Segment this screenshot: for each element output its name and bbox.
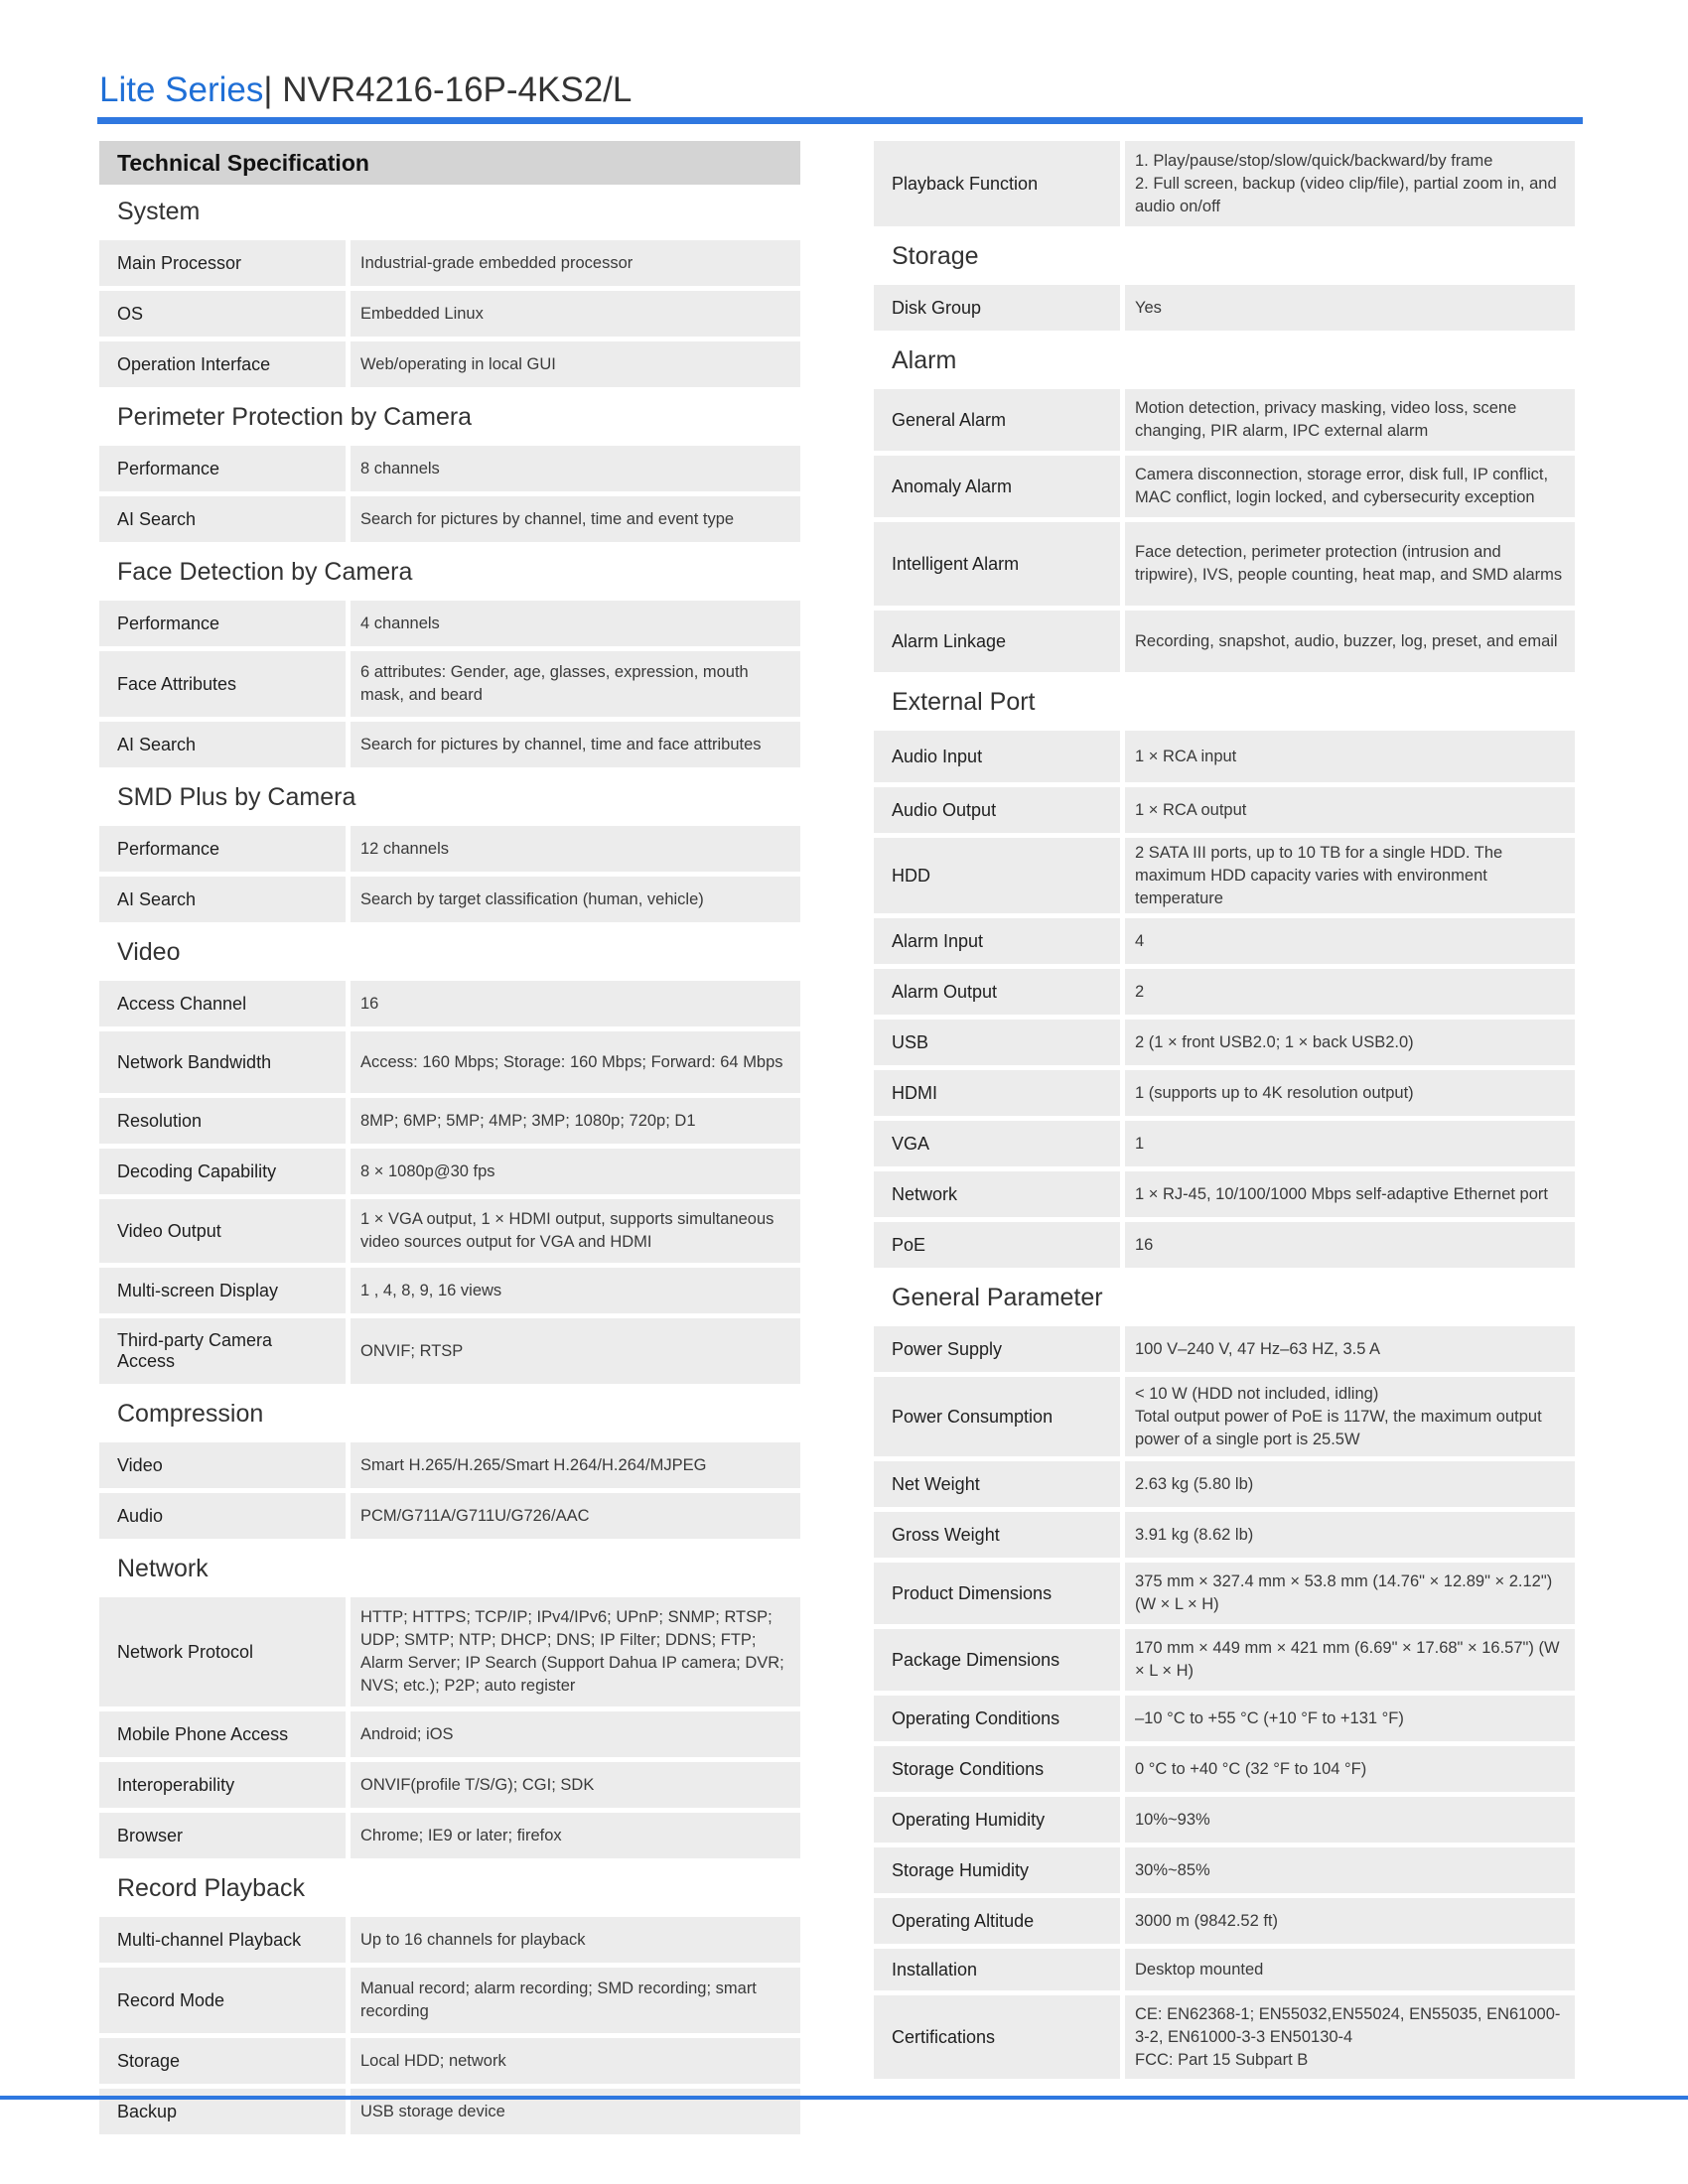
- spec-row-intelligent-alarm: [874, 522, 1575, 606]
- spec-value-text: 16: [360, 994, 379, 1013]
- spec-row-main-processor: [99, 240, 800, 286]
- spec-value: [1125, 1949, 1575, 1990]
- spec-value-text: 8 channels: [360, 459, 440, 478]
- spec-row-gross-weight: [874, 1512, 1575, 1558]
- spec-row-operating-conditions: [874, 1696, 1575, 1741]
- spec-row-multi-channel-playback: [99, 1917, 800, 1963]
- spec-key: Alarm Output: [874, 969, 1120, 1015]
- spec-value-text: 1 × VGA output, 1 × HDMI output, supports simultaneous video sources output for VGA and HDMI: [360, 1210, 774, 1251]
- spec-value: [351, 2038, 800, 2084]
- spec-value: [351, 1493, 800, 1539]
- spec-value-text: 8 × 1080p@30 fps: [360, 1161, 495, 1180]
- spec-row-third-party-camera-access: [99, 1318, 800, 1384]
- spec-value: [351, 877, 800, 922]
- spec-value: [1125, 1171, 1575, 1217]
- spec-value-text: ONVIF; RTSP: [360, 1341, 464, 1360]
- spec-value-text: 4 channels: [360, 614, 440, 632]
- spec-row-audio: [99, 1493, 800, 1539]
- section-title-video: Video: [117, 938, 181, 966]
- spec-row-disk-group: [874, 285, 1575, 331]
- spec-value-text: 1 , 4, 8, 9, 16 views: [360, 1281, 502, 1299]
- section-title-alarm: Alarm: [892, 346, 957, 374]
- spec-value-text: 0 °C to +40 °C (32 °F to 104 °F): [1135, 1759, 1367, 1778]
- spec-key: AI Search: [99, 877, 346, 922]
- spec-value-text: 6 attributes: Gender, age, glasses, expression, mouth mask, and beard: [360, 663, 749, 704]
- spec-value: [1125, 1326, 1575, 1372]
- spec-value: [1125, 141, 1575, 226]
- spec-key: Performance: [99, 826, 346, 872]
- spec-row-alarm-output: [874, 969, 1575, 1015]
- header-separator: |: [263, 70, 273, 109]
- spec-key: Face Attributes: [99, 651, 346, 717]
- spec-key: AI Search: [99, 496, 346, 542]
- spec-value-text: 2: [1135, 982, 1145, 1001]
- spec-value-text: 1 × RJ-45, 10/100/1000 Mbps self-adaptive Ethernet port: [1135, 1184, 1548, 1203]
- spec-key: USB: [874, 1020, 1120, 1065]
- spec-row-general-alarm: [874, 389, 1575, 451]
- spec-key: Net Weight: [874, 1461, 1120, 1507]
- spec-row-audio-output: [874, 787, 1575, 833]
- spec-row-ai-search: [99, 496, 800, 542]
- spec-value-text: Access: 160 Mbps; Storage: 160 Mbps; Forward: 64 Mbps: [360, 1052, 783, 1071]
- spec-value: [1125, 731, 1575, 782]
- spec-value: [1125, 1629, 1575, 1691]
- spec-value: [351, 496, 800, 542]
- spec-row-performance: [99, 826, 800, 872]
- spec-key: Performance: [99, 601, 346, 646]
- spec-value-text: 12 channels: [360, 839, 449, 858]
- spec-key: Alarm Linkage: [874, 611, 1120, 672]
- spec-value-text: Web/operating in local GUI: [360, 354, 556, 373]
- spec-value-text: Yes: [1135, 298, 1162, 317]
- section-title-external-port: External Port: [892, 688, 1036, 716]
- spec-value-text: Local HDD; network: [360, 2051, 506, 2070]
- spec-value: [351, 1711, 800, 1757]
- spec-row-usb: [874, 1020, 1575, 1065]
- spec-value: [1125, 389, 1575, 451]
- spec-key: General Alarm: [874, 389, 1120, 451]
- section-title-system: System: [117, 198, 201, 225]
- spec-value: [1125, 1797, 1575, 1843]
- spec-row-operating-humidity: [874, 1797, 1575, 1843]
- spec-value-text: Up to 16 channels for playback: [360, 1930, 586, 1949]
- spec-key: Video Output: [99, 1199, 346, 1263]
- footer-rule: [0, 2096, 1688, 2100]
- spec-value-text: Embedded Linux: [360, 304, 484, 323]
- section-title-smd-plus-by-camera: SMD Plus by Camera: [117, 783, 356, 811]
- spec-value: [1125, 1377, 1575, 1456]
- spec-row-poe: [874, 1222, 1575, 1268]
- spec-key: Audio Input: [874, 731, 1120, 782]
- spec-key: Network Bandwidth: [99, 1031, 346, 1093]
- spec-key: Performance: [99, 446, 346, 491]
- spec-key: Network Protocol: [99, 1597, 346, 1706]
- spec-value-text: Search for pictures by channel, time and event type: [360, 509, 735, 528]
- spec-value-text: 3.91 kg (8.62 lb): [1135, 1525, 1254, 1544]
- spec-key: Playback Function: [874, 141, 1120, 226]
- spec-value-text: 2 SATA III ports, up to 10 TB for a single HDD. The maximum HDD capacity varies with environment temperature: [1135, 843, 1503, 907]
- spec-key: Operating Conditions: [874, 1696, 1120, 1741]
- spec-value-text: 375 mm × 327.4 mm × 53.8 mm (14.76" × 12.89" × 2.12") (W × L × H): [1135, 1572, 1553, 1613]
- spec-row-operating-altitude: [874, 1898, 1575, 1944]
- spec-value: [1125, 1461, 1575, 1507]
- spec-value-text: Search by target classification (human, vehicle): [360, 889, 704, 908]
- spec-row-audio-input: [874, 731, 1575, 782]
- spec-value: [1125, 1995, 1575, 2079]
- spec-key: PoE: [874, 1222, 1120, 1268]
- spec-row-access-channel: [99, 981, 800, 1026]
- spec-value-text: Search for pictures by channel, time and face attributes: [360, 735, 762, 753]
- spec-value-text: 1 (supports up to 4K resolution output): [1135, 1083, 1414, 1102]
- spec-value: [351, 1199, 800, 1263]
- spec-value: [1125, 1847, 1575, 1893]
- spec-row-installation: [874, 1949, 1575, 1990]
- spec-value: [351, 1268, 800, 1313]
- spec-key: Third-party Camera Access: [99, 1318, 346, 1384]
- spec-row-os: [99, 291, 800, 337]
- spec-value: [1125, 611, 1575, 672]
- spec-value: [1125, 285, 1575, 331]
- spec-value-text: 1 × RCA input: [1135, 747, 1237, 765]
- spec-key: Browser: [99, 1813, 346, 1858]
- spec-row-product-dimensions: [874, 1563, 1575, 1624]
- spec-value: [351, 1031, 800, 1093]
- spec-key: OS: [99, 291, 346, 337]
- header-rule: [97, 117, 1583, 124]
- spec-value-text: 2 (1 × front USB2.0; 1 × back USB2.0): [1135, 1032, 1414, 1051]
- spec-value: [351, 240, 800, 286]
- spec-row-mobile-phone-access: [99, 1711, 800, 1757]
- spec-row-decoding-capability: [99, 1149, 800, 1194]
- spec-value-text: Recording, snapshot, audio, buzzer, log, preset, and email: [1135, 631, 1558, 650]
- spec-value-text: 3000 m (9842.52 ft): [1135, 1911, 1279, 1930]
- spec-key: Product Dimensions: [874, 1563, 1120, 1624]
- spec-value: [351, 1149, 800, 1194]
- spec-key: HDMI: [874, 1070, 1120, 1116]
- spec-key: Network: [874, 1171, 1120, 1217]
- spec-value: [351, 1442, 800, 1488]
- spec-value-text: 16: [1135, 1235, 1154, 1254]
- spec-key: Certifications: [874, 1995, 1120, 2079]
- spec-value-text: 1. Play/pause/stop/slow/quick/backward/by frame 2. Full screen, backup (video clip/file), partial zoom in, and audio on/off: [1135, 151, 1557, 215]
- spec-value: [1125, 456, 1575, 517]
- spec-row-performance: [99, 446, 800, 491]
- model-name: NVR4216-16P-4KS2/L: [282, 70, 633, 109]
- spec-row-interoperability: [99, 1762, 800, 1808]
- spec-value-text: USB storage device: [360, 2102, 505, 2120]
- spec-key: HDD: [874, 838, 1120, 913]
- spec-value-text: Manual record; alarm recording; SMD recording; smart recording: [360, 1979, 757, 2020]
- spec-key: Video: [99, 1442, 346, 1488]
- spec-value-text: CE: EN62368-1; EN55032,EN55024, EN55035, EN61000-3-2, EN61000-3-3 EN50130-4 FCC: Part 15 Subpart B: [1135, 2004, 1561, 2069]
- spec-key: Gross Weight: [874, 1512, 1120, 1558]
- spec-value: [1125, 1512, 1575, 1558]
- spec-key: Interoperability: [99, 1762, 346, 1808]
- spec-row-multi-screen-display: [99, 1268, 800, 1313]
- spec-key: Resolution: [99, 1098, 346, 1144]
- spec-key: Audio Output: [874, 787, 1120, 833]
- spec-value: [1125, 1746, 1575, 1792]
- spec-row-hdd: [874, 838, 1575, 913]
- spec-row-record-mode: [99, 1968, 800, 2033]
- spec-key: Multi-channel Playback: [99, 1917, 346, 1963]
- spec-row-power-consumption: [874, 1377, 1575, 1456]
- spec-value-text: 1 × RCA output: [1135, 800, 1247, 819]
- spec-value-text: Android; iOS: [360, 1724, 454, 1743]
- spec-row-alarm-input: [874, 918, 1575, 964]
- spec-key: Intelligent Alarm: [874, 522, 1120, 606]
- spec-key: Decoding Capability: [99, 1149, 346, 1194]
- spec-key: Multi-screen Display: [99, 1268, 346, 1313]
- spec-row-operation-interface: [99, 341, 800, 387]
- series-name: Lite Series: [99, 70, 264, 109]
- spec-row-playback-function: [874, 141, 1575, 226]
- spec-value: [1125, 918, 1575, 964]
- spec-value-text: Face detection, perimeter protection (intrusion and tripwire), IVS, people counting, heat map, and SMD alarms: [1135, 543, 1563, 584]
- spec-value-text: HTTP; HTTPS; TCP/IP; IPv4/IPv6; UPnP; SNMP; RTSP; UDP; SMTP; NTP; DHCP; DNS; IP Filter; DDNS; FTP; Alarm Server; IP Search (Support Dahua IP camera; DVR; NVS; etc.); P2P; auto register: [360, 1608, 784, 1695]
- spec-key: Disk Group: [874, 285, 1120, 331]
- spec-value-text: < 10 W (HDD not included, idling) Total output power of PoE is 117W, the maximum output power of a single port is 25.5W: [1135, 1384, 1542, 1448]
- spec-value: [351, 1597, 800, 1706]
- spec-row-resolution: [99, 1098, 800, 1144]
- spec-value-text: PCM/G711A/G711U/G726/AAC: [360, 1506, 590, 1525]
- spec-row-storage: [99, 2038, 800, 2084]
- spec-key: Power Supply: [874, 1326, 1120, 1372]
- spec-value-text: ONVIF(profile T/S/G); CGI; SDK: [360, 1775, 595, 1794]
- section-title-general-parameter: General Parameter: [892, 1284, 1103, 1311]
- left-spec-column: [99, 141, 800, 2139]
- spec-value: [351, 1813, 800, 1858]
- spec-value: [1125, 969, 1575, 1015]
- spec-value-text: 2.63 kg (5.80 lb): [1135, 1474, 1254, 1493]
- spec-row-alarm-linkage: [874, 611, 1575, 672]
- spec-value: [1125, 1563, 1575, 1624]
- right-spec-column: [874, 141, 1575, 2084]
- spec-key: Mobile Phone Access: [99, 1711, 346, 1757]
- spec-row-storage-humidity: [874, 1847, 1575, 1893]
- spec-value-text: 100 V–240 V, 47 Hz–63 HZ, 3.5 A: [1135, 1339, 1381, 1358]
- spec-key: VGA: [874, 1121, 1120, 1166]
- spec-value-text: 10%~93%: [1135, 1810, 1210, 1829]
- spec-value-text: Chrome; IE9 or later; firefox: [360, 1826, 562, 1844]
- spec-key: Operation Interface: [99, 341, 346, 387]
- spec-row-performance: [99, 601, 800, 646]
- section-title-storage: Storage: [892, 242, 979, 270]
- spec-row-browser: [99, 1813, 800, 1858]
- spec-value: [351, 826, 800, 872]
- spec-key: Alarm Input: [874, 918, 1120, 964]
- spec-row-anomaly-alarm: [874, 456, 1575, 517]
- spec-row-network: [874, 1171, 1575, 1217]
- spec-value: [1125, 1696, 1575, 1741]
- spec-key: Operating Humidity: [874, 1797, 1120, 1843]
- page-header: [99, 66, 632, 115]
- spec-value-text: Smart H.265/H.265/Smart H.264/H.264/MJPEG: [360, 1455, 707, 1474]
- spec-value: [351, 291, 800, 337]
- spec-value: [351, 1098, 800, 1144]
- spec-value-text: –10 °C to +55 °C (+10 °F to +131 °F): [1135, 1708, 1404, 1727]
- spec-value: [1125, 838, 1575, 913]
- spec-key: Backup: [99, 2089, 346, 2134]
- spec-value: [351, 601, 800, 646]
- spec-row-net-weight: [874, 1461, 1575, 1507]
- spec-value: [351, 1968, 800, 2033]
- spec-row-network-bandwidth: [99, 1031, 800, 1093]
- spec-value: [1125, 1070, 1575, 1116]
- spec-key: Anomaly Alarm: [874, 456, 1120, 517]
- spec-row-ai-search: [99, 877, 800, 922]
- spec-row-certifications: [874, 1995, 1575, 2079]
- spec-value: [1125, 1121, 1575, 1166]
- spec-row-hdmi: [874, 1070, 1575, 1116]
- spec-key: Storage Conditions: [874, 1746, 1120, 1792]
- spec-row-network-protocol: [99, 1597, 800, 1706]
- spec-value: [1125, 1020, 1575, 1065]
- spec-value-text: Motion detection, privacy masking, video loss, scene changing, PIR alarm, IPC external alarm: [1135, 399, 1517, 440]
- spec-value: [351, 446, 800, 491]
- spec-key: Operating Altitude: [874, 1898, 1120, 1944]
- spec-row-power-supply: [874, 1326, 1575, 1372]
- spec-key: Audio: [99, 1493, 346, 1539]
- spec-value: [351, 981, 800, 1026]
- spec-row-vga: [874, 1121, 1575, 1166]
- spec-key: Storage Humidity: [874, 1847, 1120, 1893]
- section-title-compression: Compression: [117, 1400, 264, 1428]
- spec-key: Access Channel: [99, 981, 346, 1026]
- spec-key: Installation: [874, 1949, 1120, 1990]
- spec-row-face-attributes: [99, 651, 800, 717]
- spec-row-video-output: [99, 1199, 800, 1263]
- spec-value-text: 1: [1135, 1134, 1145, 1153]
- spec-value-text: 170 mm × 449 mm × 421 mm (6.69" × 17.68" × 16.57") (W × L × H): [1135, 1639, 1560, 1680]
- spec-value: [351, 1762, 800, 1808]
- spec-value-text: Industrial-grade embedded processor: [360, 253, 633, 272]
- spec-value-text: Camera disconnection, storage error, disk full, IP conflict, MAC conflict, login locked, and cybersecurity exception: [1135, 466, 1549, 506]
- spec-value-text: 8MP; 6MP; 5MP; 4MP; 3MP; 1080p; 720p; D1: [360, 1111, 696, 1130]
- spec-key: AI Search: [99, 722, 346, 767]
- spec-key: Main Processor: [99, 240, 346, 286]
- spec-value: [1125, 1898, 1575, 1944]
- spec-key: Power Consumption: [874, 1377, 1120, 1456]
- spec-row-package-dimensions: [874, 1629, 1575, 1691]
- spec-value-text: Desktop mounted: [1135, 1960, 1264, 1979]
- spec-key: Package Dimensions: [874, 1629, 1120, 1691]
- spec-row-storage-conditions: [874, 1746, 1575, 1792]
- spec-value-text: 4: [1135, 931, 1145, 950]
- spec-value: [351, 651, 800, 717]
- spec-value-text: 30%~85%: [1135, 1860, 1210, 1879]
- spec-value: [1125, 1222, 1575, 1268]
- spec-row-ai-search: [99, 722, 800, 767]
- section-title-record-playback: Record Playback: [117, 1874, 305, 1902]
- spec-key: Record Mode: [99, 1968, 346, 2033]
- spec-value: [1125, 787, 1575, 833]
- section-title-face-detection-by-camera: Face Detection by Camera: [117, 558, 413, 586]
- spec-value: [351, 722, 800, 767]
- section-title-network: Network: [117, 1555, 209, 1582]
- section-title-perimeter-protection-by-camera: Perimeter Protection by Camera: [117, 403, 473, 431]
- spec-row-video: [99, 1442, 800, 1488]
- spec-value: [351, 1917, 800, 1963]
- spec-value: [351, 1318, 800, 1384]
- spec-key: Storage: [99, 2038, 346, 2084]
- tech-spec-title: Technical Specification: [99, 141, 800, 185]
- spec-value: [1125, 522, 1575, 606]
- spec-value: [351, 341, 800, 387]
